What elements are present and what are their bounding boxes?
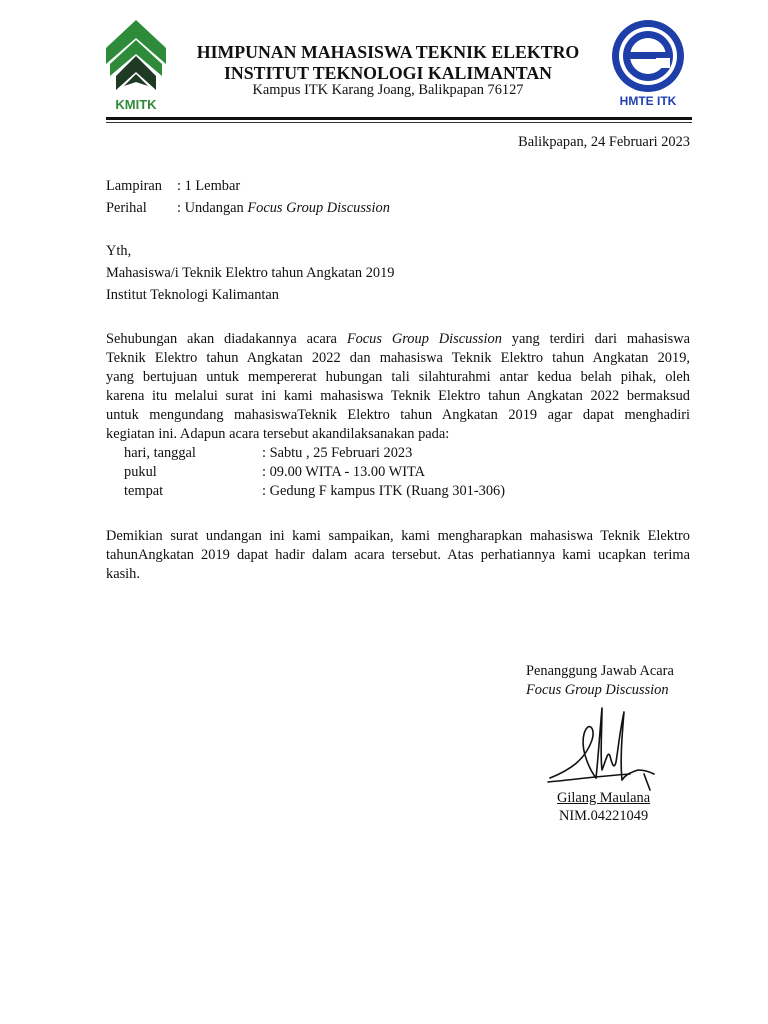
body-p1-line-5: untuk mengundang mahasiswaTeknik Elektro tahun Angkatan 2019 agar dapat menghadiri [106,407,690,423]
detail-value-time: : 09.00 WITA - 13.00 WITA [262,464,426,480]
body-p2-line-1: Demikian surat undangan ini kami sampaikan, kami mengharapkan mahasiswa Teknik Elektro [106,528,690,544]
perihal-value: : Undangan Focus Group Discussion [177,200,390,216]
kmitk-logo [104,18,168,114]
hmte-logo-text: HMTE ITK [619,94,677,108]
perihal-label: Perihal [106,200,147,216]
body-p1-line-4: karena itu melalui surat ini kami mahasiswa Teknik Elektro tahun Angkatan 2022 bermaksud [106,388,690,404]
detail-label-date: hari, tanggal [124,445,196,461]
body-paragraph-2 [106,527,690,584]
signature-event: Focus Group Discussion [526,682,669,698]
lampiran-value: : 1 Lembar [177,178,241,194]
letterhead-rule-thin [106,122,692,123]
detail-value-place: : Gedung F kampus ITK (Ruang 301-306) [262,483,506,499]
handwritten-signature [540,700,660,800]
detail-value-date: : Sabtu , 25 Februari 2023 [262,445,413,461]
lampiran-label: Lampiran [106,178,162,194]
signatory-name: Gilang Maulana [557,790,651,806]
hmte-logo [606,18,690,110]
org-address: Kampus ITK Karang Joang, Balikpapan 76127 [252,82,524,98]
body-p1-line-1: Sehubungan akan diadakannya acara Focus Group Discussion yang terdiri dari mahasiswa [106,331,690,347]
body-p1-line-3: yang bertujuan untuk mempererat hubungan tali silahturahmi antar kedua belah pihak, oleh [106,369,690,385]
kmitk-logo-text: KMITK [115,97,157,112]
body-p2-line-3: kasih. [106,566,140,582]
letterhead-rule-thick [106,117,692,120]
signatory-nim: NIM.04221049 [559,808,649,824]
body-p2-line-2: tahunAngkatan 2019 dapat hadir dalam acara tersebut. Atas perhatiannya kami ucapkan terima [106,547,690,563]
body-p1-line-2: Teknik Elektro tahun Angkatan 2022 dan mahasiswa Teknik Elektro tahun Angkatan 2019, [106,350,690,366]
detail-label-time: pukul [124,464,157,480]
institution-name: INSTITUT TEKNOLOGI KALIMANTAN [223,63,553,83]
detail-label-place: tempat [124,483,164,499]
org-name: HIMPUNAN MAHASISWA TEKNIK ELEKTRO [196,42,580,62]
letter-date: Balikpapan, 24 Februari 2023 [518,134,690,150]
recipient-line-1: Mahasiswa/i Teknik Elektro tahun Angkatan 2019 [106,265,395,281]
body-paragraph-1 [106,330,690,444]
body-p1-line-6: kegiatan ini. Adapun acara tersebut akandilaksanakan pada: [106,426,450,442]
salutation: Yth, [106,243,132,259]
signature-role: Penanggung Jawab Acara [526,663,674,679]
recipient-line-2: Institut Teknologi Kalimantan [106,287,279,303]
